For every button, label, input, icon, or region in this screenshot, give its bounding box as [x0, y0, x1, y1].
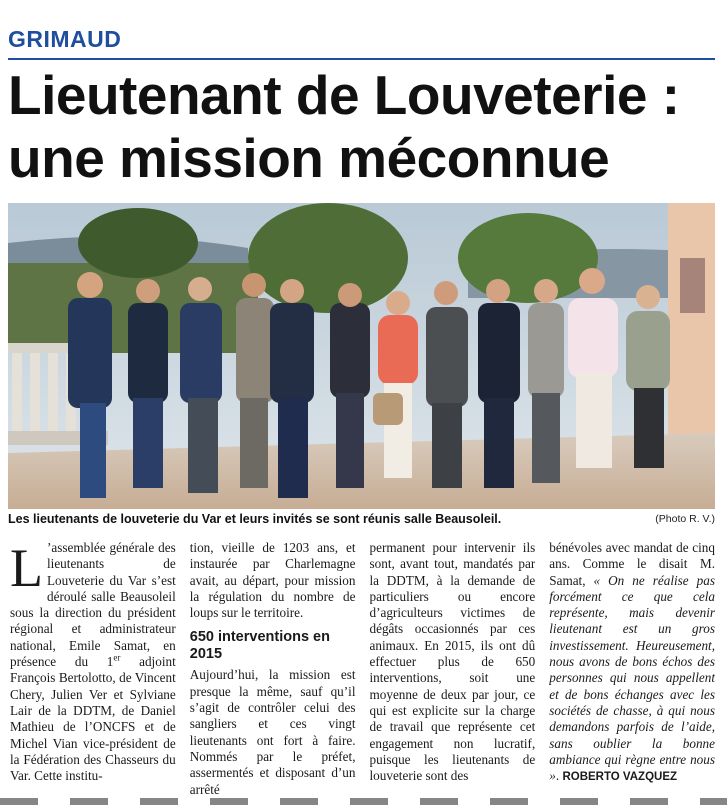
article-column-1 [10, 540, 176, 802]
headline-line-1: Lieutenant de Louveterie : [8, 64, 680, 126]
section-rule [8, 58, 715, 60]
article-column-2 [190, 540, 356, 802]
group-photo-illustration [8, 203, 715, 509]
photo-credit: (Photo R. V.) [655, 513, 715, 525]
article-paragraph-2-continued: permanent pour intervenir ils sont, avant tout, mandatés par la DDTM, à la demande de particuliers ou encore d’agriculteurs victimes de dégâts occasionnés par ces animaux. En 2015, ils ont dû effectuer plus de 650 interventions, soit une moyenne de deux par jour, ce qui est explicite sur la charge de travail que représente cet engagement non lucratif, puisque les lieutenants de louveterie sont des [369, 540, 536, 784]
ordinal-superscript: er [113, 652, 121, 663]
article-p1-end: adjoint François Bertolotto, de Vincent Chery, Julien Ver et Sylviane Lair de la DDTM, de Daniel Mathieu de l’ONCFS et de Michel Vian vice-président de la Fédération des Chasseurs du Var. Cette institu- [10, 654, 176, 784]
article-p1-continued: tion, vieille de 1203 ans, et instaurée par Charlemagne avait, au départ, pour mission la régulation du nombre de loups sur le territoire. [189, 540, 356, 621]
next-article-cut-off [0, 798, 727, 805]
headline-line-2: une mission méconnue [8, 127, 610, 189]
article-column-4 [549, 540, 715, 802]
drop-cap: L [10, 540, 43, 598]
photo-caption-row [8, 512, 715, 530]
headline [8, 64, 723, 190]
article-body [10, 540, 715, 802]
article-p1-text: ’assemblée générale des lieutenants de Louveterie du Var s’est déroulé salle Beausoleil sous la direction du président régional et administrateur national, Emile Samat, en présence du 1 [10, 540, 176, 670]
group-photo [8, 203, 715, 509]
article-paragraph-1 [10, 540, 176, 784]
photo-caption: Les lieutenants de louveterie du Var et leurs invités se sont réunis salle Beausoleil. [8, 512, 502, 526]
article-column-3 [370, 540, 536, 802]
article-subhead: 650 interventions en 2015 [189, 629, 330, 663]
article-author: ROBERTO VAZQUEZ [562, 771, 678, 784]
article-quote: « On ne réalise pas forcément ce que cela représente, mais devenir lieutenant est un gros investissement. Heureusement, nous avons de bons échos des personnes qui nous appellent et de bons échanges avec les sociétés de chasse, à qui nous demandons parfois de l’aide, sans oublier la bonne ambiance qui règne entre nous » [549, 572, 715, 784]
article-paragraph-2: Aujourd’hui, la mission est presque la même, sauf qu’il s’agit de contrôler celui des sangliers et ces vingt lieutenants ont fort à faire. Nommés par le préfet, assermentés et disposant d’un arrêté [189, 667, 356, 797]
article-paragraph-2-end: bénévoles avec mandat de cinq ans. Comme le disait M. Samat, « On ne réalise pas forcément ce que cela représente, mais devenir lieutenant est un gros investissement. Heureusement, nous avons de bons échos des personnes qui nous appellent et de bons échanges avec les sociétés de chasse, à qui nous demandons parfois de l’aide, sans oublier la bonne ambiance qui règne entre nous ». ROBERTO VAZQUEZ [549, 540, 715, 784]
section-label: GRIMAUD [8, 26, 122, 52]
